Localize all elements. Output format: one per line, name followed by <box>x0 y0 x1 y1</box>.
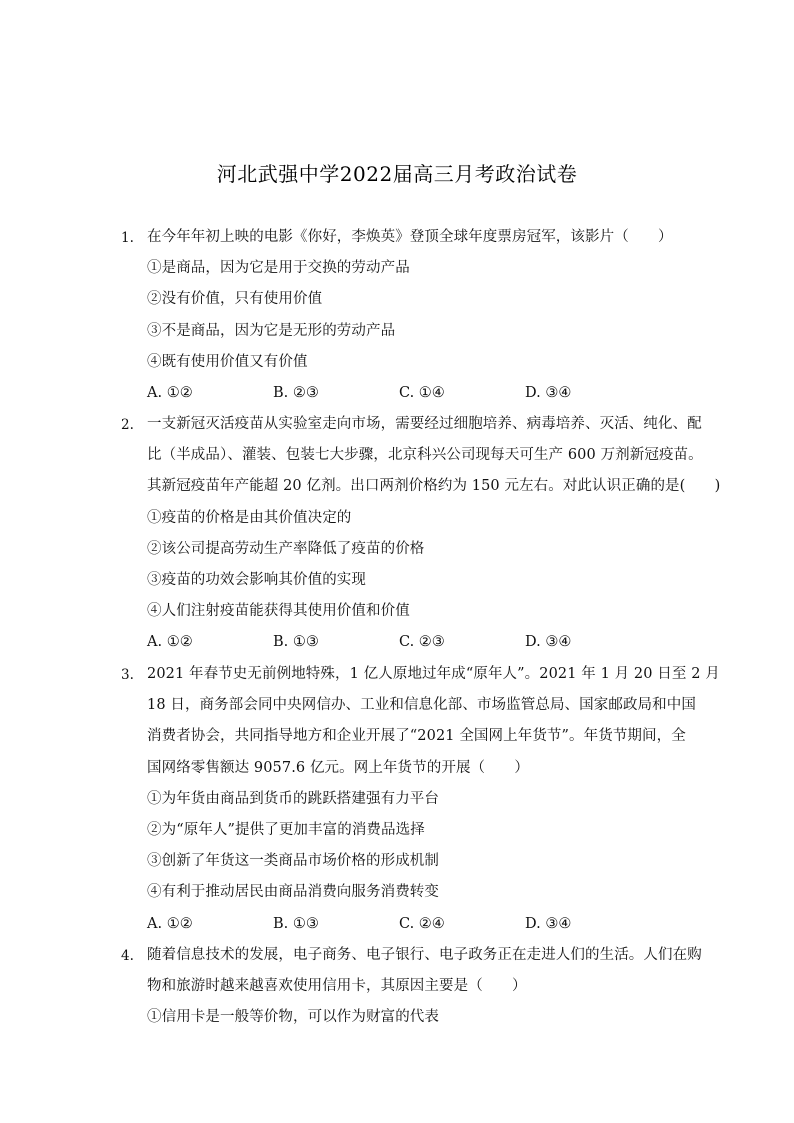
statement-item: ③创新了年货这一类商品市场价格的形成机制 <box>147 853 439 870</box>
statement-item: ④有利于推动居民由商品消费向服务消费转变 <box>147 884 439 901</box>
statement-item: ①疫苗的价格是由其价值决定的 <box>147 509 352 526</box>
statement-item: ①为年货由商品到货币的跳跃搭建强有力平台 <box>147 790 439 807</box>
question-number: 4. <box>121 948 134 964</box>
answer-option[interactable]: B. ①③ <box>273 915 319 932</box>
answer-option[interactable]: B. ①③ <box>273 634 319 651</box>
question-stem-line: 其新冠疫苗年产能超 20 亿剂。出口两剂价格约为 150 元左右。对此认识正确的是( ) <box>147 478 721 495</box>
answer-option[interactable]: C. ①④ <box>399 385 445 401</box>
question-stem-line: 消费者协会，共同指导地方和企业开展了“2021 全国网上年货节”。年货节期间，全 <box>147 728 686 745</box>
answer-option[interactable]: D. ③④ <box>525 915 572 932</box>
question-number: 1. <box>121 230 134 246</box>
question-stem-line: 物和旅游时越来越喜欢使用信用卡，其原因主要是（ ） <box>147 978 527 995</box>
exam-title: 河北武强中学2022届高三月考政治试卷 <box>216 162 578 186</box>
question-stem-line: 国网络零售额达 9057.6 亿元。网上年货节的开展（ ） <box>147 759 529 776</box>
question-number: 3. <box>121 667 134 683</box>
question-stem-line: 18 日，商务部会同中央网信办、工业和信息化部、市场监管总局、国家邮政局和中国 <box>147 697 696 714</box>
answer-option[interactable]: A. ①② <box>147 634 193 651</box>
question-number: 2. <box>121 417 134 433</box>
answer-option[interactable]: D. ③④ <box>525 634 572 651</box>
statement-item: ③不是商品，因为它是无形的劳动产品 <box>147 322 396 339</box>
question-stem-line: 比（半成品）、灌装、包装七大步骤，北京科兴公司现每天可生产 600 万剂新冠疫苗。 <box>147 447 703 464</box>
answer-option[interactable]: A. ①② <box>147 915 193 932</box>
answer-option[interactable]: C. ②④ <box>399 915 445 932</box>
question-stem-line: 一支新冠灭活疫苗从实验室走向市场，需要经过细胞培养、病毒培养、灭活、纯化、配 <box>147 416 702 432</box>
statement-item: ④既有使用价值又有价值 <box>147 353 308 370</box>
statement-item: ②没有价值，只有使用价值 <box>147 291 323 308</box>
statement-item: ④人们注射疫苗能获得其使用价值和价值 <box>147 603 410 620</box>
statement-item: ③疫苗的功效会影响其价值的实现 <box>147 572 366 588</box>
statement-item: ②为“原年人”提供了更加丰富的消费品选择 <box>147 822 425 838</box>
question-stem-line: 2021 年春节史无前例地特殊，1 亿人原地过年成“原年人”。2021 年 1 月 20 日至 2 月 <box>147 666 720 682</box>
statement-item: ②该公司提高劳动生产率降低了疫苗的价格 <box>147 540 425 557</box>
statement-item: ①信用卡是一般等价物，可以作为财富的代表 <box>147 1009 439 1026</box>
answer-option[interactable]: C. ②③ <box>399 634 445 651</box>
answer-option[interactable]: D. ③④ <box>525 385 572 401</box>
question-stem-line: 在今年年初上映的电影《你好，李焕英》登顶全球年度票房冠军，该影片（ ） <box>147 229 673 245</box>
question-stem-line: 随着信息技术的发展，电子商务、电子银行、电子政务正在走进人们的生活。人们在购 <box>147 947 702 963</box>
statement-item: ①是商品，因为它是用于交换的劳动产品 <box>147 260 410 277</box>
answer-option[interactable]: B. ②③ <box>273 385 319 401</box>
answer-option[interactable]: A. ①② <box>147 385 193 401</box>
